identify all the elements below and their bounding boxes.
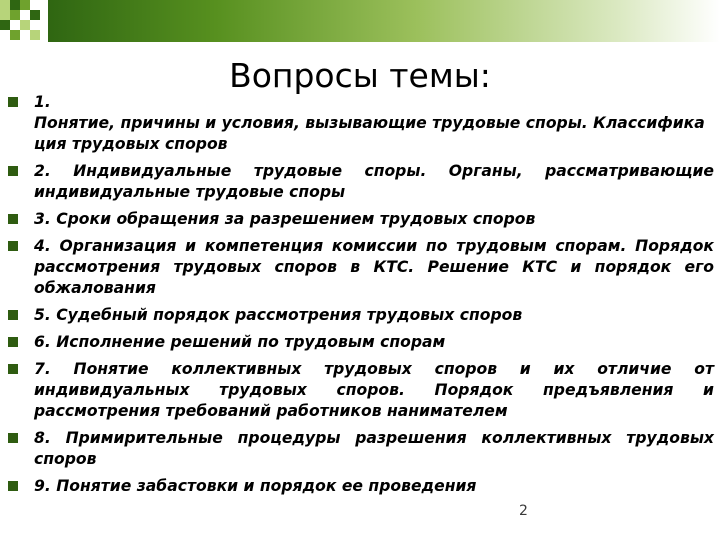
decor-square (20, 0, 30, 10)
list-item-text: 7. Понятие коллективных трудовых споров и их отличие от индивидуальных трудовых споров. Порядок предъявления и рассмотрения требований работников нанимателем (34, 360, 714, 420)
list-item-text: Понятие, причины и условия, вызывающие трудовые споры. Классификация трудовых споров (34, 114, 705, 153)
square-bullet-icon (8, 97, 18, 107)
decor-square (0, 0, 10, 10)
decor-square (10, 10, 20, 20)
header-gradient-bar (48, 0, 720, 42)
square-bullet-icon (8, 241, 18, 251)
decor-square (10, 0, 20, 10)
header-decoration (0, 0, 720, 42)
decor-square (30, 30, 40, 40)
decor-square (10, 30, 20, 40)
list-item (8, 476, 714, 497)
list-item-text: 3. Сроки обращения за разрешением трудовых споров (34, 210, 536, 228)
list-item-text: 5. Судебный порядок рассмотрения трудовых споров (34, 306, 523, 324)
square-bullet-icon (8, 433, 18, 443)
list-item (8, 428, 714, 470)
decor-square (20, 20, 30, 30)
square-bullet-icon (8, 310, 18, 320)
list-item-text: 8. Примирительные процедуры разрешения коллективных трудовых споров (34, 429, 714, 468)
list-item-text: 4. Организация и компетенция комиссии по трудовым спорам. Порядок рассмотрения трудовых споров в КТС. Решение КТС и порядок его обжалования (34, 237, 714, 297)
list-item (8, 332, 714, 353)
list-item (8, 209, 714, 230)
square-bullet-icon (8, 481, 18, 491)
list-item-text: 9. Понятие забастовки и порядок ее проведения (34, 477, 477, 495)
list-item (8, 236, 714, 299)
page-number: 2 (519, 503, 528, 519)
square-bullet-icon (8, 337, 18, 347)
list-item (8, 359, 714, 422)
slide-title: Вопросы темы: (229, 56, 491, 95)
list-item (8, 305, 714, 326)
decor-square (0, 20, 10, 30)
list-item-number: 1. (34, 93, 51, 111)
decor-square (0, 10, 10, 20)
topics-list (8, 92, 714, 503)
list-item (8, 92, 714, 155)
square-bullet-icon (8, 364, 18, 374)
list-item-text: 2. Индивидуальные трудовые споры. Органы, рассматривающие индивидуальные трудовые споры (34, 162, 714, 201)
list-item-text: 6. Исполнение решений по трудовым спорам (34, 333, 446, 351)
list-item (8, 161, 714, 203)
square-bullet-icon (8, 166, 18, 176)
square-bullet-icon (8, 214, 18, 224)
decor-square (30, 10, 40, 20)
